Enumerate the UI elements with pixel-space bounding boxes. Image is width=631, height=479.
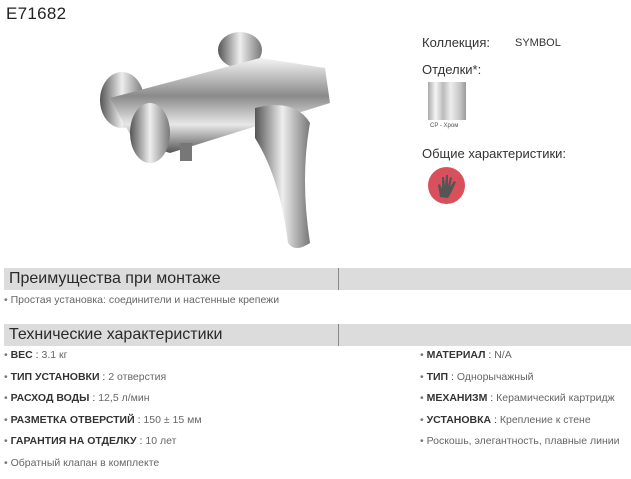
- tech-title: Технические характеристики: [9, 326, 223, 343]
- spec-item: [4, 414, 202, 436]
- spec-key: ТИП УСТАНОВКИ: [10, 370, 100, 383]
- spec-key: МАТЕРИАЛ: [426, 349, 486, 361]
- separator: :: [136, 435, 146, 448]
- faucet-image: [80, 28, 350, 258]
- spec-item: [4, 435, 202, 457]
- spec-value: 2 отверстия: [108, 370, 167, 383]
- spec-item: [420, 349, 620, 371]
- spec-key: ГАРАНТИЯ НА ОТДЕЛКУ: [10, 435, 137, 448]
- finishes-label: Отделки*:: [422, 62, 482, 77]
- spec-value: 3.1 кг: [41, 349, 68, 361]
- spec-item: [4, 371, 202, 393]
- collection-value: SYMBOL: [515, 37, 561, 49]
- spec-item: [4, 392, 202, 414]
- spec-item: [420, 414, 620, 436]
- spec-value: Роскошь, элегантность, плавные линии: [426, 435, 620, 448]
- spec-item: [4, 349, 202, 371]
- spec-item: [420, 392, 620, 414]
- spec-key: ТИП: [426, 370, 449, 383]
- product-code: E71682: [6, 4, 67, 23]
- separator: :: [485, 349, 495, 361]
- separator: :: [99, 370, 109, 383]
- separator: :: [134, 413, 144, 426]
- separator: :: [89, 392, 99, 405]
- finish-swatch-chrome[interactable]: [428, 82, 466, 120]
- spec-value: 150 ± 15 мм: [143, 413, 202, 426]
- spec-value: N/A: [494, 349, 512, 361]
- mounting-header: [4, 268, 631, 290]
- spec-key: РАЗМЕТКА ОТВЕРСТИЙ: [10, 413, 135, 426]
- spec-item: [420, 435, 620, 457]
- finish-name: CP - Хром: [430, 123, 459, 129]
- spec-value: Крепление к стене: [499, 413, 591, 426]
- spec-item: [4, 457, 202, 479]
- tech-header: [4, 324, 631, 346]
- spec-key: РАСХОД ВОДЫ: [10, 392, 90, 405]
- separator: :: [32, 349, 42, 361]
- spec-value: 12,5 л/мин: [98, 392, 150, 405]
- mounting-item: • Простая установка: соединители и настенные крепежи: [4, 294, 279, 306]
- spec-value: Обратный клапан в комплекте: [10, 456, 160, 469]
- spec-value: Однорычажный: [456, 370, 534, 383]
- separator: :: [487, 392, 497, 405]
- spec-key: МЕХАНИЗМ: [426, 392, 488, 405]
- collection-label: Коллекция:: [422, 35, 490, 50]
- hand-clean-icon: [428, 167, 465, 204]
- separator: :: [448, 370, 457, 383]
- spec-item: [420, 371, 620, 393]
- spec-value: 10 лет: [145, 435, 177, 448]
- spec-value: Керамический картридж: [496, 392, 615, 405]
- spec-key: УСТАНОВКА: [426, 413, 492, 426]
- general-label: Общие характеристики:: [422, 146, 567, 161]
- separator: :: [491, 413, 500, 426]
- spec-key: ВЕС: [10, 349, 33, 361]
- mounting-title: Преимущества при монтаже: [9, 270, 221, 287]
